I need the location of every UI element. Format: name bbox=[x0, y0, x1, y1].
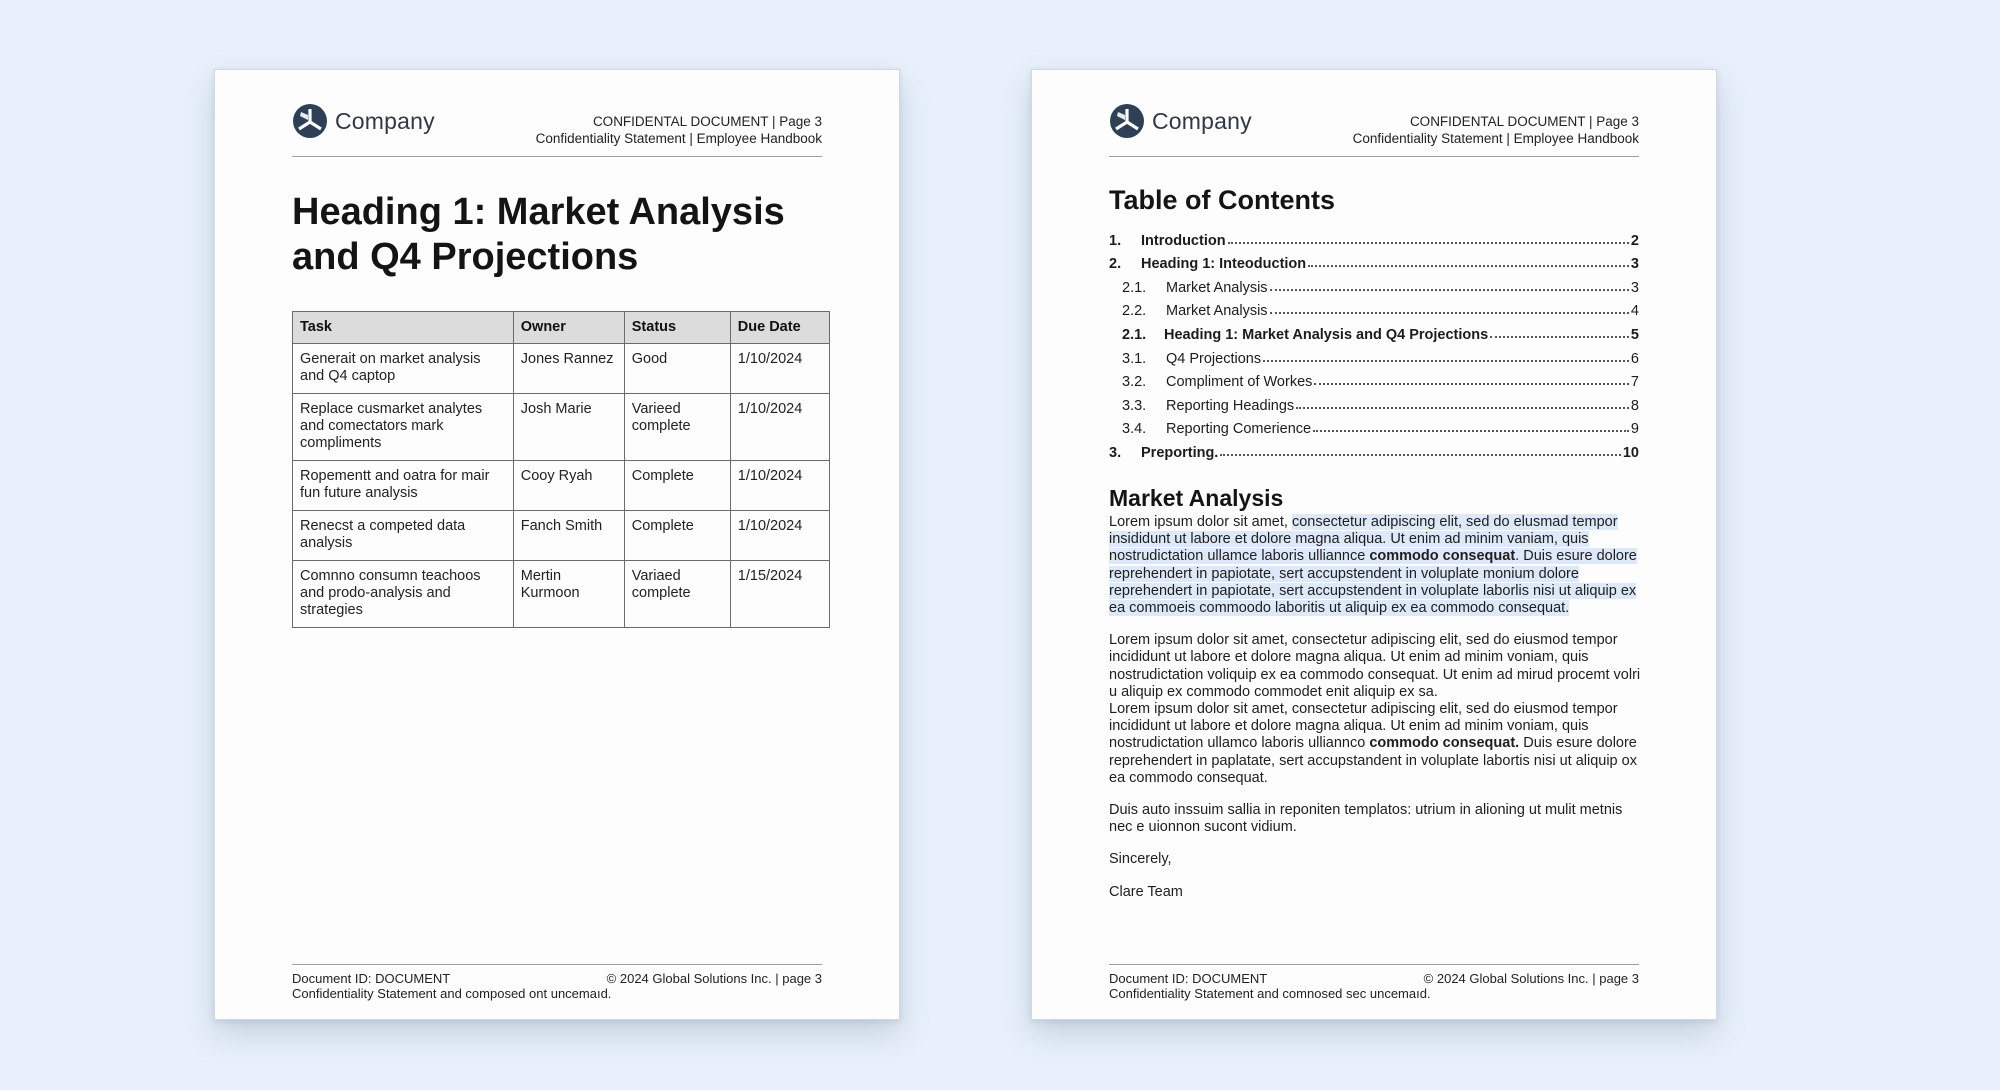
toc-entry[interactable] bbox=[1109, 296, 1639, 320]
toc-entry-page: 4 bbox=[1630, 303, 1639, 320]
paragraph[interactable]: Lorem ipsum dolor sit amet, consectetur adipiscing elit, sed do eiusmod tempor incididunt ut labore et dolore magna aliqua. Ut enim ad minim voniam, quis nostrudictation voliquip ex ea commodo consequat. Ut enim ad mirud procemt volri u aliquip ex commodo commodet enit aliquip ex sa. bbox=[1109, 632, 1641, 700]
page-heading: Heading 1: Market Analysis and Q4 Projections bbox=[292, 191, 785, 278]
toc-entry-label: Preporting. bbox=[1141, 444, 1219, 461]
company-name: Company bbox=[1152, 107, 1252, 134]
paragraph[interactable] bbox=[1109, 514, 1649, 617]
toc-entry[interactable] bbox=[1109, 343, 1639, 367]
toc-entry-label: Compliment of Workes bbox=[1166, 374, 1313, 391]
table-of-contents bbox=[1109, 225, 1639, 461]
owner-cell: Josh Marie bbox=[513, 394, 624, 461]
due-date-cell: 1/10/2024 bbox=[730, 461, 829, 511]
page-header bbox=[1109, 103, 1639, 157]
signature: Clare Team bbox=[1109, 883, 1183, 900]
footer-document-id: Document ID: DOCUMENT bbox=[292, 971, 451, 986]
company-logo bbox=[292, 103, 435, 139]
document-page-right bbox=[1031, 69, 1717, 1020]
toc-entry-label: Reporting Comerience bbox=[1166, 421, 1312, 438]
toc-entry-number: 2.1. bbox=[1122, 326, 1147, 343]
footer-note: Confidentiality Statement and comnosed sec uncemaıd. bbox=[1109, 986, 1431, 1001]
toc-entry[interactable] bbox=[1109, 414, 1639, 438]
bold-text: commodo consequat. bbox=[1369, 735, 1520, 752]
toc-entry[interactable] bbox=[1109, 390, 1639, 414]
toc-leader-dots bbox=[1296, 407, 1629, 409]
toc-leader-dots bbox=[1270, 289, 1629, 291]
toc-leader-dots bbox=[1270, 312, 1629, 314]
toc-entry-number: 3.2. bbox=[1122, 374, 1147, 391]
toc-leader-dots bbox=[1314, 383, 1629, 385]
page-header bbox=[292, 103, 822, 157]
toc-leader-dots bbox=[1228, 242, 1629, 244]
column-header: Task bbox=[293, 312, 514, 344]
due-date-cell: 1/15/2024 bbox=[730, 561, 829, 628]
table-row bbox=[293, 344, 830, 394]
toc-entry-number: 3.1. bbox=[1122, 350, 1147, 367]
paragraph-text: Lorem ipsum dolor sit amet, bbox=[1109, 514, 1292, 530]
due-date-cell: 1/10/2024 bbox=[730, 511, 829, 561]
status-cell: Variaed complete bbox=[624, 561, 730, 628]
toc-entry-page: 8 bbox=[1630, 397, 1639, 414]
toc-entry-page: 9 bbox=[1630, 421, 1639, 438]
toc-entry[interactable] bbox=[1109, 249, 1639, 273]
toc-entry[interactable] bbox=[1109, 225, 1639, 249]
footer-copyright: © 2024 Global Solutions Inc. | page 3 bbox=[606, 971, 822, 986]
toc-entry-number: 2.2. bbox=[1122, 303, 1147, 320]
toc-entry-label: Heading 1: Market Analysis and Q4 Projections bbox=[1164, 326, 1489, 343]
header-line-2: Confidentiality Statement | Employee Handbook bbox=[535, 131, 822, 146]
toc-leader-dots bbox=[1313, 430, 1629, 432]
company-logo bbox=[1109, 103, 1252, 139]
toc-entry-number: 2. bbox=[1109, 256, 1122, 273]
paragraph[interactable] bbox=[1109, 701, 1649, 787]
task-cell: Renесst a competed data analysis bbox=[293, 511, 514, 561]
toc-entry-page: 3 bbox=[1630, 279, 1639, 296]
toc-entry-number: 3.3. bbox=[1122, 397, 1147, 414]
task-table-wrapper bbox=[292, 311, 830, 628]
table-row bbox=[293, 561, 830, 628]
toc-entry-page: 3 bbox=[1630, 256, 1639, 273]
paragraph-text: Duis esure dolore reprehendert in paplatate, sert accupstandent in voluplate labortis nisi ut aliquip ox ea commodo consequat. bbox=[1109, 735, 1637, 786]
toc-entry-number: 2.1. bbox=[1122, 279, 1147, 296]
toc-entry[interactable] bbox=[1109, 437, 1639, 461]
toc-entry-number: 3. bbox=[1109, 444, 1122, 461]
section-heading: Market Analysis bbox=[1109, 485, 1284, 511]
footer-copyright: © 2024 Global Solutions Inc. | page 3 bbox=[1423, 971, 1639, 986]
toc-entry-page: 10 bbox=[1622, 444, 1639, 461]
page-footer bbox=[1109, 964, 1639, 1001]
toc-entry-number: 1. bbox=[1109, 232, 1122, 249]
company-logo-icon bbox=[1109, 103, 1145, 139]
header-line-2: Confidentiality Statement | Employee Handbook bbox=[1352, 131, 1639, 146]
toc-entry-label: Market Analysis bbox=[1166, 303, 1268, 320]
table-header-row bbox=[293, 312, 830, 344]
paragraph[interactable]: Duis auto inssuim sallia in reponiten templatos: utrium in alioning ut mulit metnis nec e uionnon sucont vidium. bbox=[1109, 802, 1623, 836]
owner-cell: Cooy Ryah bbox=[513, 461, 624, 511]
toc-entry-label: Heading 1: Inteoduction bbox=[1141, 256, 1307, 273]
status-cell: Complete bbox=[624, 461, 730, 511]
toc-entry-label: Reporting Headings bbox=[1166, 397, 1295, 414]
status-cell: Good bbox=[624, 344, 730, 394]
owner-cell: Mertin Kurmoon bbox=[513, 561, 624, 628]
text-selection-highlight: . Duis esure dolore reprehendert in papiotate, sert accupstendent in voluplate monium dolore reprehendert in papiotate, sert accupstendent in voluplate laborlis nisi ut aliquip ex ea commoeis commoodo laboritis ut aliquip ex ea commodo consequat. bbox=[1109, 548, 1637, 617]
due-date-cell: 1/10/2024 bbox=[730, 344, 829, 394]
paragraph-text: Lorem ipsum dolor sit amet, consectetur adipiscing elit, sed do eiusmod tempor incididunt ut labore et dolore magna aliqua. Ut enim ad minim voniam, quis nostrudictation ullamco laboris ulliannco bbox=[1109, 701, 1618, 752]
toc-entry[interactable] bbox=[1109, 367, 1639, 391]
task-cell: Ropementt and oatra for mair fun future analysis bbox=[293, 461, 514, 511]
column-header: Owner bbox=[513, 312, 624, 344]
page-footer bbox=[292, 964, 822, 1001]
bold-text: commodo consequat bbox=[1369, 548, 1516, 565]
toc-entry[interactable] bbox=[1109, 319, 1639, 343]
footer-note: Confidentiality Statement and composed ont uncemaıd. bbox=[292, 986, 612, 1001]
owner-cell: Jones Rannez bbox=[513, 344, 624, 394]
task-table bbox=[292, 311, 830, 628]
table-row bbox=[293, 511, 830, 561]
column-header: Due Date bbox=[730, 312, 829, 344]
toc-entry-page: 2 bbox=[1630, 232, 1639, 249]
toc-entry-label: Market Analysis bbox=[1166, 279, 1268, 296]
toc-entry-page: 6 bbox=[1630, 350, 1639, 367]
header-meta bbox=[536, 113, 822, 147]
table-row bbox=[293, 394, 830, 461]
footer-document-id: Document ID: DOCUMENT bbox=[1109, 971, 1268, 986]
task-cell: Comnno consumn teachoos and prodo-analysis and strategies bbox=[293, 561, 514, 628]
table-row bbox=[293, 461, 830, 511]
due-date-cell: 1/10/2024 bbox=[730, 394, 829, 461]
header-meta bbox=[1353, 113, 1639, 147]
text-selection-highlight: consectetur adipiscing elit, sed do elusmad tempor insididunt ut labore et dolore magna aliqua. Ut enim ad minim vaniam, quis nostrudictation ullamce laboris ulliannce bbox=[1109, 514, 1618, 565]
header-line-1: CONFIDENTAL DOCUMENT | Page 3 bbox=[592, 114, 822, 129]
toc-leader-dots bbox=[1308, 265, 1629, 267]
column-header: Status bbox=[624, 312, 730, 344]
task-cell: Replace cusmarket analytes and comectators mark compliments bbox=[293, 394, 514, 461]
toc-leader-dots bbox=[1263, 360, 1629, 362]
document-page-left bbox=[214, 69, 900, 1020]
toc-leader-dots bbox=[1220, 454, 1621, 456]
toc-title: Table of Contents bbox=[1109, 185, 1335, 215]
task-cell: Generait on market analysis and Q4 captop bbox=[293, 344, 514, 394]
toc-entry-label: Q4 Projections bbox=[1166, 350, 1262, 367]
company-logo-icon bbox=[292, 103, 328, 139]
body-text bbox=[1109, 514, 1649, 916]
toc-entry-page: 5 bbox=[1630, 326, 1639, 343]
owner-cell: Fanch Smith bbox=[513, 511, 624, 561]
status-cell: Varieed complete bbox=[624, 394, 730, 461]
header-line-1: CONFIDENTAL DOCUMENT | Page 3 bbox=[1409, 114, 1639, 129]
toc-entry-page: 7 bbox=[1630, 374, 1639, 391]
toc-entry-label: Introduction bbox=[1141, 232, 1226, 249]
toc-entry-number: 3.4. bbox=[1122, 421, 1147, 438]
status-cell: Complete bbox=[624, 511, 730, 561]
toc-entry[interactable] bbox=[1109, 272, 1639, 296]
company-name: Company bbox=[335, 107, 435, 134]
toc-leader-dots bbox=[1490, 336, 1629, 338]
closing-line: Sincerely, bbox=[1109, 851, 1172, 868]
